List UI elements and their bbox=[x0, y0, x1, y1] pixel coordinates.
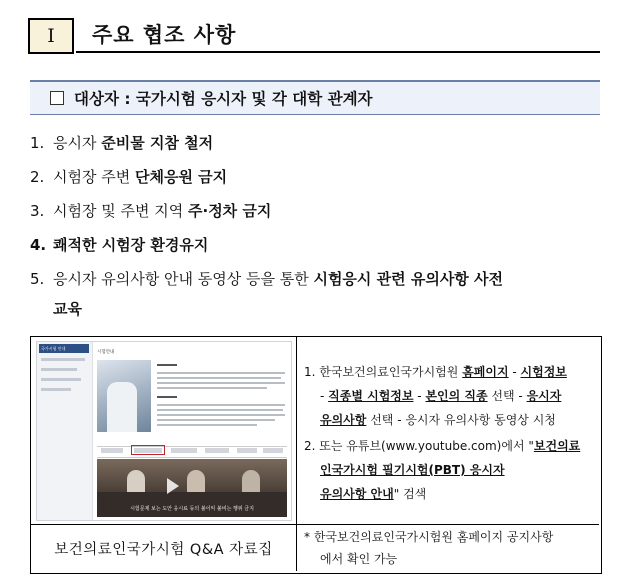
list-item bbox=[30, 201, 271, 221]
list-item bbox=[30, 235, 208, 255]
instruction-line bbox=[320, 385, 561, 407]
screenshot-text-line bbox=[157, 387, 267, 389]
title-underline bbox=[76, 51, 600, 53]
instruction-line bbox=[320, 409, 556, 431]
screenshot-text-line bbox=[157, 419, 275, 421]
play-icon bbox=[167, 478, 179, 494]
instruction-text: - bbox=[320, 389, 329, 403]
website-screenshot bbox=[36, 341, 292, 521]
screenshot-text-line bbox=[157, 396, 177, 398]
instruction-emphasis: 보건의료 bbox=[533, 439, 581, 453]
list-text-bold: 주·정차 금지 bbox=[188, 202, 272, 220]
instruction-line bbox=[304, 435, 580, 457]
screenshot-breadcrumb: 시험안내 bbox=[97, 350, 115, 355]
list-item bbox=[30, 269, 503, 289]
screenshot-sidebar bbox=[37, 342, 93, 520]
target-audience-bar bbox=[30, 80, 600, 115]
list-number: 3. bbox=[30, 202, 45, 220]
list-text-bold: 단체응원 금지 bbox=[135, 168, 228, 186]
screenshot-text-line bbox=[157, 377, 281, 379]
instruction-text: " 검색 bbox=[393, 487, 427, 501]
instruction-text: - bbox=[413, 389, 426, 403]
list-number: 5. bbox=[30, 270, 45, 288]
screenshot-sidebar-item bbox=[41, 378, 81, 381]
screenshot-text-line bbox=[157, 404, 285, 406]
screenshot-doctor-coat bbox=[107, 382, 137, 432]
screenshot-sidebar-item bbox=[41, 368, 77, 371]
instruction-emphasis: 유의사항 안내 bbox=[320, 487, 394, 501]
list-text-bold: 준비물 지참 철저 bbox=[101, 134, 214, 152]
screenshot-text-line bbox=[157, 372, 285, 374]
section-number: Ⅰ bbox=[47, 25, 55, 47]
screenshot-tab-highlight bbox=[131, 445, 165, 455]
screenshot-sidebar-item bbox=[41, 358, 85, 361]
instruction-emphasis: 인국가시험 필기시험(PBT) 응시자 bbox=[320, 463, 505, 477]
screenshot-text-line bbox=[157, 382, 285, 384]
instruction-emphasis: 직종별 시험정보 bbox=[328, 389, 414, 403]
screenshot-sidebar-header: 국가시험 안내 bbox=[39, 344, 89, 353]
instruction-emphasis: 홈페이지 bbox=[462, 365, 509, 379]
list-text: 시험장 주변 bbox=[53, 168, 135, 186]
instruction-text: 1. 한국보건의료인국가시험원 bbox=[304, 365, 463, 379]
screenshot-text-line bbox=[157, 424, 257, 426]
screenshot-text-line bbox=[157, 364, 177, 366]
screenshot-sidebar-item bbox=[41, 388, 71, 391]
list-text: 시험장 및 주변 지역 bbox=[53, 202, 188, 220]
screenshot-video-caption: 시험문제 보는 도안 응시료 등의 불이익 불비는 행위 금지 bbox=[130, 506, 254, 512]
section-number-box bbox=[28, 18, 74, 54]
instruction-text: 선택 - 응시자 유의사항 동영상 시청 bbox=[366, 413, 556, 427]
list-item bbox=[30, 133, 213, 153]
instruction-text: - bbox=[508, 365, 521, 379]
list-text: 응시자 유의사항 안내 동영상 등을 통한 bbox=[53, 270, 314, 288]
list-number: 2. bbox=[30, 168, 45, 186]
list-number: 4. bbox=[30, 236, 47, 254]
list-text: 응시자 bbox=[53, 134, 102, 152]
note-line: * 한국보건의료인국가시험원 홈페이지 공지사항 bbox=[304, 530, 554, 544]
screenshot-tab bbox=[101, 448, 123, 453]
screenshot-tab bbox=[205, 448, 229, 453]
instruction-emphasis: 응시자 bbox=[526, 389, 562, 403]
list-item-continuation bbox=[30, 299, 82, 319]
list-item bbox=[30, 167, 227, 187]
note-line: 에서 확인 가능 bbox=[320, 552, 398, 566]
qa-booklet-label: 보건의료인국가시험 Q&A 자료집 bbox=[54, 541, 273, 558]
list-text-bold: 교육 bbox=[53, 300, 82, 318]
screenshot-text-line bbox=[157, 409, 283, 411]
instruction-emphasis: 시험정보 bbox=[520, 365, 567, 379]
list-text-bold: 쾌적한 시험장 환경유지 bbox=[53, 236, 209, 254]
instruction-line bbox=[320, 483, 426, 505]
instruction-line bbox=[304, 361, 567, 383]
section-title: 주요 협조 사항 bbox=[92, 23, 237, 47]
screenshot-tab bbox=[171, 448, 197, 453]
instruction-emphasis: 유의사항 bbox=[320, 413, 367, 427]
checkbox-icon bbox=[50, 91, 64, 105]
instruction-text: 선택 - bbox=[487, 389, 527, 403]
instruction-text: 2. 또는 유튜브(www.youtube.com)에서 " bbox=[304, 439, 534, 453]
list-text-bold: 시험응시 관련 유의사항 사전 bbox=[313, 270, 504, 288]
instruction-emphasis: 본인의 직종 bbox=[425, 389, 488, 403]
screenshot-tab bbox=[263, 448, 283, 453]
target-audience-text: 대상자 : 국가시험 응시자 및 각 대학 관계자 bbox=[74, 90, 373, 108]
screenshot-tab bbox=[237, 448, 257, 453]
instruction-line bbox=[320, 459, 505, 481]
list-number: 1. bbox=[30, 134, 45, 152]
table-divider-vertical bbox=[296, 337, 297, 571]
screenshot-text-line bbox=[157, 414, 285, 416]
